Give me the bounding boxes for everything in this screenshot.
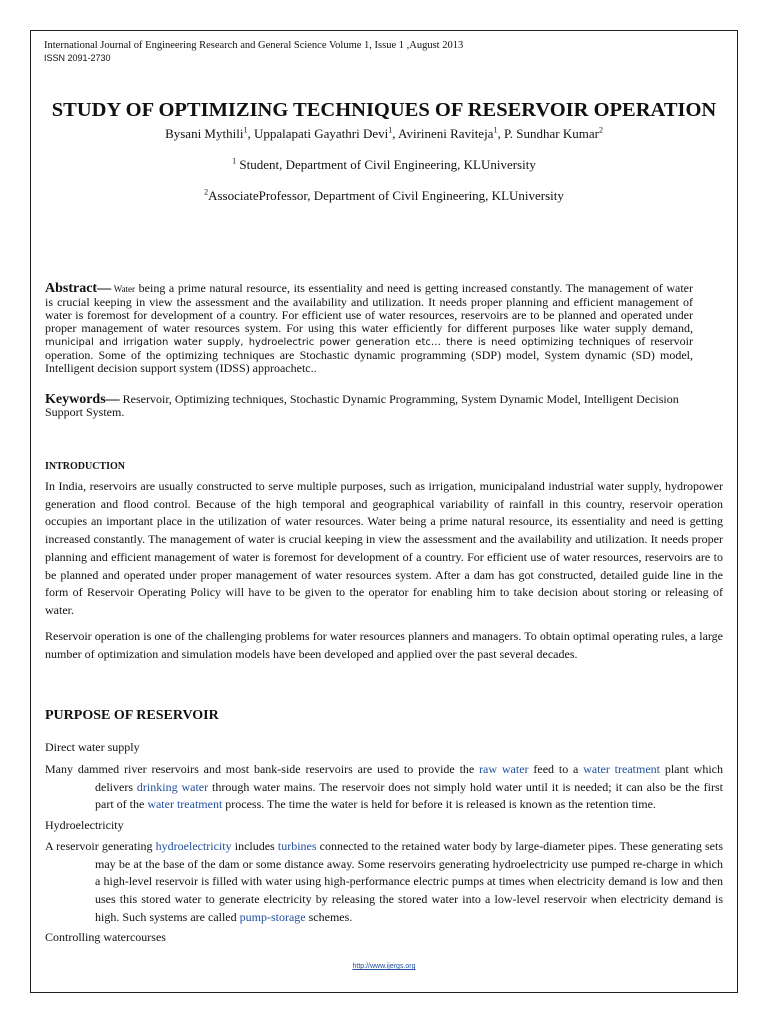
author-separator: , <box>247 126 254 141</box>
direct-water-supply-paragraph <box>45 761 723 814</box>
issn-number: ISSN 2091-2730 <box>44 53 111 63</box>
text-run: A reservoir generating <box>45 839 156 853</box>
text-run: plant which delivers <box>95 762 723 794</box>
link-raw-water[interactable]: raw water <box>479 762 529 776</box>
author-separator: , <box>392 126 399 141</box>
affiliation-text: AssociateProfessor, Department of Civil Engineering, KLUniversity <box>208 188 564 203</box>
keywords <box>45 393 695 419</box>
affiliation-sup: 2 <box>204 187 209 197</box>
keywords-label: Keywords— <box>45 392 120 407</box>
link-water-treatment-2[interactable]: water treatment <box>147 797 223 812</box>
journal-header: International Journal of Engineering Research and General Science Volume 1, Issue 1 ,August 2013 <box>44 40 464 51</box>
introduction-heading: INTRODUCTION <box>45 461 126 472</box>
abstract-text-alt-font: municipal and irrigation water supply, hydroelectric power generation etc… there is need optimizing <box>45 337 574 348</box>
hydroelectricity-paragraph <box>45 838 723 927</box>
subheading-direct-water-supply: Direct water supply <box>45 740 140 754</box>
author-sup: 2 <box>598 125 603 135</box>
affiliation-text: Student, Department of Civil Engineering, KLUniversity <box>236 157 536 172</box>
author-name: Avirineni Raviteja <box>398 126 494 141</box>
introduction-paragraph-2: Reservoir operation is one of the challenging problems for water resources planners and managers. To obtain optimal operating rules, a large number of optimization and simulation models have been developed and applied over the past several decades. <box>45 629 723 661</box>
affiliation-2 <box>30 188 738 204</box>
text-run: includes <box>231 839 278 853</box>
author-name: Bysani Mythili <box>165 126 244 141</box>
text-run: connected to the retained water body by large-diameter pipes. These generating sets may be at the base of the dam or some distance away. Some reservoirs generating hydroelectricity use pumped re-charge in which a high-level reservoir is filled with water using high-performance electric pumps at times when electricity demand is low and then uses this stored water to generate electricity by releasing the stored water into a low-level reservoir when electricity demand is high. Such systems are called <box>95 839 724 924</box>
introduction-paragraph-1: In India, reservoirs are usually constructed to serve multiple purposes, such as irrigation, municipaland industrial water supply, hydropower generation and flood control. Because of the high temporal and geographical variability of rainfall in this country, reservoir operation occupies an important place in the utilization of water resources. Water being a prime natural resource, its essentiality and need is getting increased constantly. The management of water is crucial keeping in view the assessment and the availability and utilization. It needs proper planning and efficient management of water is foremost for development of a country. For efficient use of water resources, reservoirs are to be planned and operated under proper management of water resources system. After a dam has got constructed, detailed guide line in the form of Reservoir Operating Policy will have to be given to the operator for enabling him to take decision about storing or releasing of water. <box>45 479 723 617</box>
author-sup: 1 <box>243 125 248 135</box>
author-name: P. Sundhar Kumar <box>503 126 599 141</box>
text-run: process. The time the water is held for before it is released is known as the retention time. <box>222 797 656 812</box>
purpose-heading: PURPOSE OF RESERVOIR <box>45 708 219 723</box>
author-sup: 1 <box>493 125 498 135</box>
subheading-hydroelectricity: Hydroelectricity <box>45 818 124 832</box>
author-name: Uppalapati Gayathri Devi <box>253 126 389 141</box>
author-sup: 1 <box>388 125 393 135</box>
author-separator: , <box>497 126 504 141</box>
text-run: through water mains. The reservoir does not simply hold water until it is needed; it can also be the first part of the <box>95 779 724 812</box>
abstract-label: Abstract— <box>45 281 112 296</box>
footer <box>30 963 738 970</box>
link-pump-storage[interactable]: pump-storage <box>239 909 306 924</box>
affiliation-sup: 1 <box>232 156 237 166</box>
link-turbines[interactable]: turbines <box>277 839 317 853</box>
link-drinking-water[interactable]: drinking water <box>136 779 209 794</box>
author-list <box>30 126 738 142</box>
link-water-treatment[interactable]: water treatment <box>583 762 660 776</box>
link-hydroelectricity[interactable]: hydroelectricity <box>155 839 232 853</box>
abstract-text-end: techniques of reservoir operation. Some of the optimizing techniques are Stochastic dynamic programming (SDP) model, System dynamic (SD) model, Intelligent decision support system (IDSS) approachetc.. <box>45 334 693 375</box>
text-run: schemes. <box>305 909 353 924</box>
footer-url-link[interactable]: http://www.ijergs.org <box>352 963 416 970</box>
abstract-first-word: Water <box>111 284 136 294</box>
text-run: Many dammed river reservoirs and most bank-side reservoirs are used to provide the <box>45 762 480 776</box>
paper-title: STUDY OF OPTIMIZING TECHNIQUES OF RESERVOIR OPERATION <box>51 99 717 121</box>
keywords-text: Reservoir, Optimizing techniques, Stochastic Dynamic Programming, System Dynamic Model, Intelligent Decision Support System. <box>45 392 679 419</box>
text-run: feed to a <box>528 762 584 776</box>
abstract-text: being a prime natural resource, its essentiality and need is getting increased constantly. The management of water is crucial keeping in view the assessment and the availability and utilization. It needs proper planning and efficient management of water is foremost for development of a country. For efficient use of water resources, reservoirs are to be planned and operated under proper management of water resources system. For using this water efficiently for different purposes like water supply demand, <box>45 281 693 335</box>
abstract <box>45 282 693 375</box>
affiliation-1 <box>30 157 738 173</box>
subheading-controlling-watercourses: Controlling watercourses <box>45 930 166 944</box>
